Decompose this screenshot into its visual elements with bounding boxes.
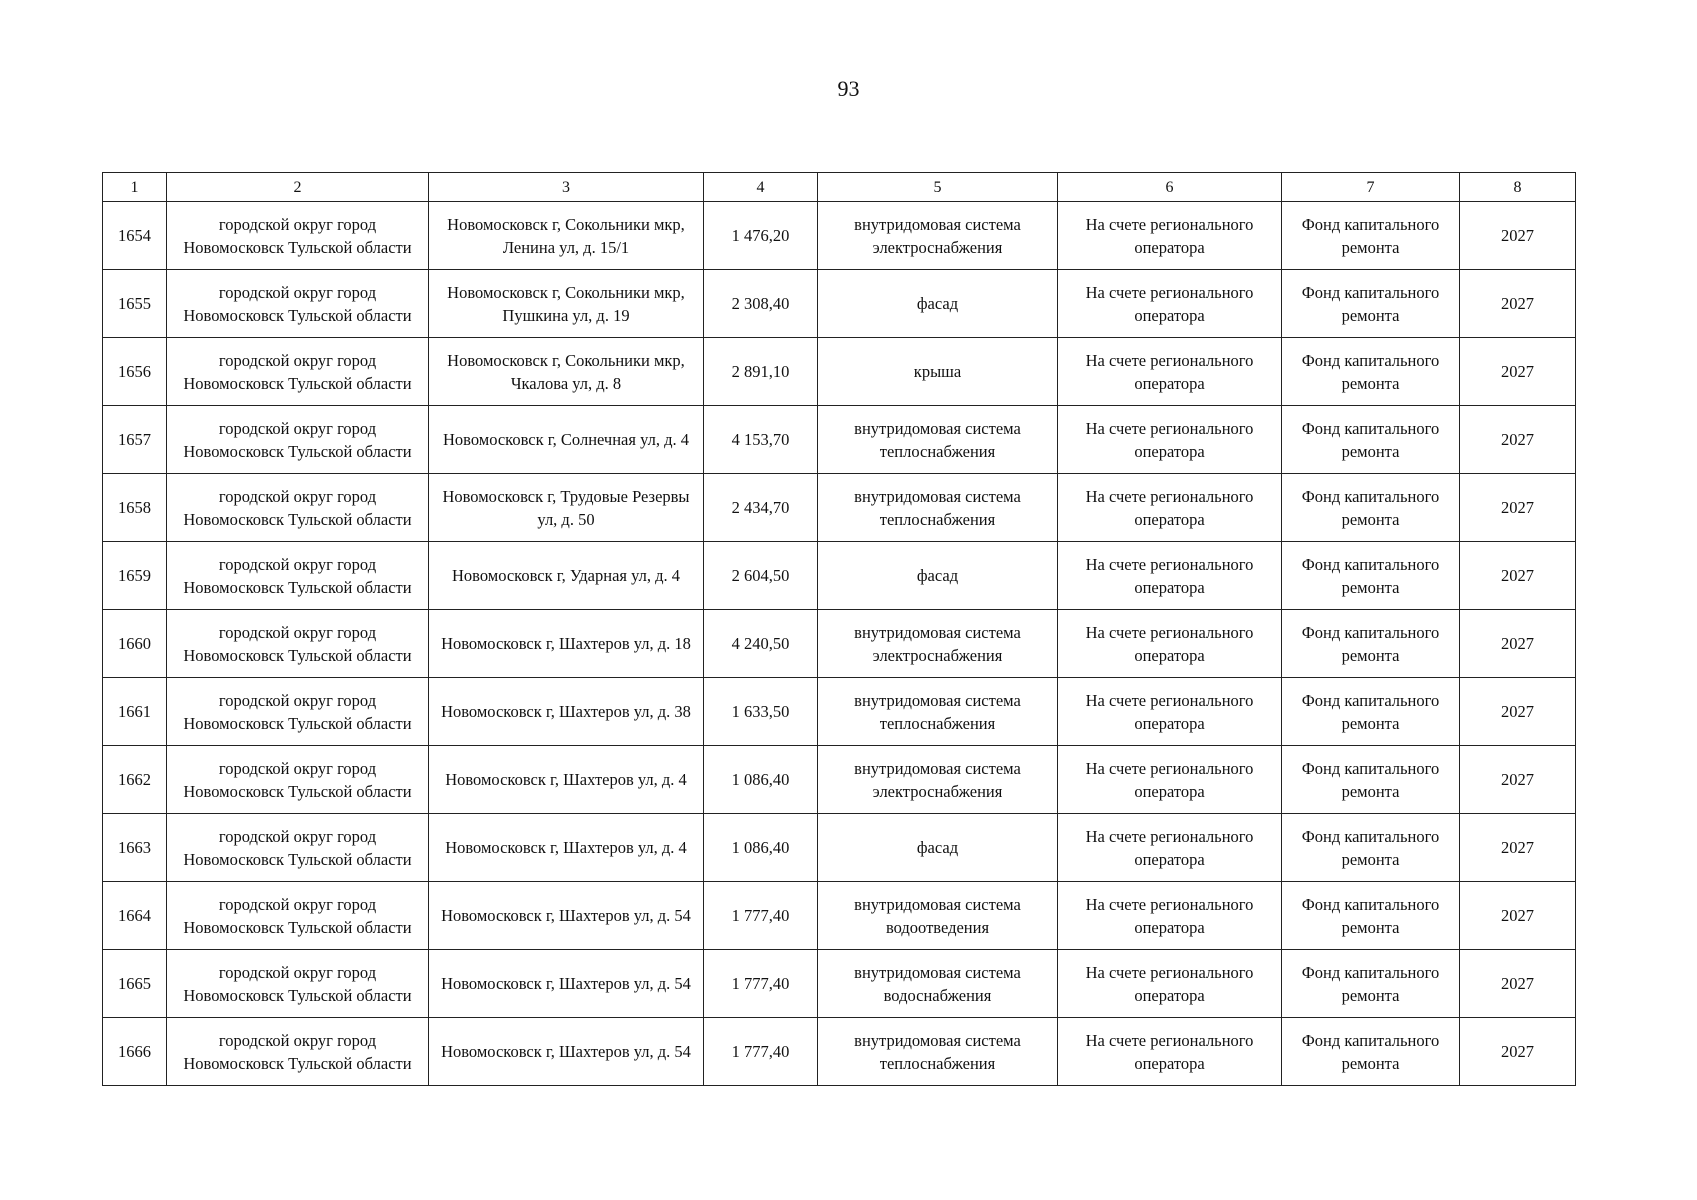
address-cell: Новомосковск г, Сокольники мкр, Чкалова ул, д. 8 [429,338,704,406]
fund-method-cell: На счете регионального оператора [1058,406,1282,474]
year-cell: 2027 [1460,270,1576,338]
payer-cell: Фонд капитального ремонта [1282,746,1460,814]
header-cell: 6 [1058,173,1282,202]
row-number-cell: 1666 [103,1018,167,1086]
area-cell: 2 434,70 [704,474,818,542]
page-number: 93 [837,76,860,101]
address-cell: Новомосковск г, Шахтеров ул, д. 54 [429,882,704,950]
header-cell: 8 [1460,173,1576,202]
table-row [103,882,1576,950]
year-cell: 2027 [1460,474,1576,542]
work-type-cell: фасад [818,814,1058,882]
year-cell: 2027 [1460,814,1576,882]
fund-method-cell: На счете регионального оператора [1058,202,1282,270]
year-cell: 2027 [1460,1018,1576,1086]
payer-cell: Фонд капитального ремонта [1282,202,1460,270]
area-cell: 1 777,40 [704,882,818,950]
row-number-cell: 1655 [103,270,167,338]
payer-cell: Фонд капитального ремонта [1282,882,1460,950]
municipality-cell: городской округ город Новомосковск Тульской области [167,202,429,270]
address-cell: Новомосковск г, Солнечная ул, д. 4 [429,406,704,474]
year-cell: 2027 [1460,746,1576,814]
work-type-cell: внутридомовая система водоотведения [818,882,1058,950]
row-number-cell: 1654 [103,202,167,270]
work-type-cell: внутридомовая система теплоснабжения [818,406,1058,474]
row-number-cell: 1665 [103,950,167,1018]
municipality-cell: городской округ город Новомосковск Тульской области [167,746,429,814]
area-cell: 2 308,40 [704,270,818,338]
row-number-cell: 1661 [103,678,167,746]
payer-cell: Фонд капитального ремонта [1282,338,1460,406]
municipality-cell: городской округ город Новомосковск Тульской области [167,542,429,610]
year-cell: 2027 [1460,882,1576,950]
work-type-cell: внутридомовая система теплоснабжения [818,678,1058,746]
payer-cell: Фонд капитального ремонта [1282,1018,1460,1086]
fund-method-cell: На счете регионального оператора [1058,270,1282,338]
header-cell: 5 [818,173,1058,202]
payer-cell: Фонд капитального ремонта [1282,406,1460,474]
capital-repair-table [102,172,1576,1086]
municipality-cell: городской округ город Новомосковск Тульской области [167,678,429,746]
year-cell: 2027 [1460,338,1576,406]
area-cell: 1 633,50 [704,678,818,746]
work-type-cell: внутридомовая система электроснабжения [818,746,1058,814]
payer-cell: Фонд капитального ремонта [1282,950,1460,1018]
municipality-cell: городской округ город Новомосковск Тульской области [167,814,429,882]
municipality-cell: городской округ город Новомосковск Тульской области [167,474,429,542]
address-cell: Новомосковск г, Трудовые Резервы ул, д. 50 [429,474,704,542]
work-type-cell: фасад [818,270,1058,338]
payer-cell: Фонд капитального ремонта [1282,678,1460,746]
address-cell: Новомосковск г, Сокольники мкр, Пушкина ул, д. 19 [429,270,704,338]
fund-method-cell: На счете регионального оператора [1058,610,1282,678]
area-cell: 4 153,70 [704,406,818,474]
area-cell: 1 086,40 [704,746,818,814]
work-type-cell: внутридомовая система водоснабжения [818,950,1058,1018]
table-row [103,202,1576,270]
header-cell: 7 [1282,173,1460,202]
fund-method-cell: На счете регионального оператора [1058,746,1282,814]
work-type-cell: внутридомовая система теплоснабжения [818,1018,1058,1086]
municipality-cell: городской округ город Новомосковск Тульской области [167,338,429,406]
table-row [103,1018,1576,1086]
address-cell: Новомосковск г, Шахтеров ул, д. 4 [429,746,704,814]
area-cell: 2 604,50 [704,542,818,610]
payer-cell: Фонд капитального ремонта [1282,610,1460,678]
header-cell: 3 [429,173,704,202]
row-number-cell: 1660 [103,610,167,678]
area-cell: 1 777,40 [704,950,818,1018]
table-row [103,406,1576,474]
work-type-cell: внутридомовая система теплоснабжения [818,474,1058,542]
table-row [103,814,1576,882]
area-cell: 1 476,20 [704,202,818,270]
work-type-cell: внутридомовая система электроснабжения [818,610,1058,678]
row-number-cell: 1658 [103,474,167,542]
year-cell: 2027 [1460,542,1576,610]
table-row [103,474,1576,542]
area-cell: 1 086,40 [704,814,818,882]
municipality-cell: городской округ город Новомосковск Тульской области [167,882,429,950]
payer-cell: Фонд капитального ремонта [1282,270,1460,338]
header-cell: 4 [704,173,818,202]
fund-method-cell: На счете регионального оператора [1058,474,1282,542]
work-type-cell: внутридомовая система электроснабжения [818,202,1058,270]
address-cell: Новомосковск г, Шахтеров ул, д. 4 [429,814,704,882]
address-cell: Новомосковск г, Ударная ул, д. 4 [429,542,704,610]
municipality-cell: городской округ город Новомосковск Тульской области [167,270,429,338]
address-cell: Новомосковск г, Шахтеров ул, д. 18 [429,610,704,678]
row-number-cell: 1657 [103,406,167,474]
fund-method-cell: На счете регионального оператора [1058,882,1282,950]
fund-method-cell: На счете регионального оператора [1058,950,1282,1018]
municipality-cell: городской округ город Новомосковск Тульской области [167,406,429,474]
table-row [103,542,1576,610]
area-cell: 2 891,10 [704,338,818,406]
municipality-cell: городской округ город Новомосковск Тульской области [167,950,429,1018]
address-cell: Новомосковск г, Шахтеров ул, д. 54 [429,1018,704,1086]
row-number-cell: 1656 [103,338,167,406]
table-row [103,338,1576,406]
fund-method-cell: На счете регионального оператора [1058,338,1282,406]
table-body [103,173,1576,1086]
year-cell: 2027 [1460,950,1576,1018]
payer-cell: Фонд капитального ремонта [1282,474,1460,542]
table-row [103,746,1576,814]
table-row [103,270,1576,338]
fund-method-cell: На счете регионального оператора [1058,814,1282,882]
row-number-cell: 1662 [103,746,167,814]
area-cell: 1 777,40 [704,1018,818,1086]
fund-method-cell: На счете регионального оператора [1058,678,1282,746]
work-type-cell: крыша [818,338,1058,406]
fund-method-cell: На счете регионального оператора [1058,1018,1282,1086]
address-cell: Новомосковск г, Шахтеров ул, д. 54 [429,950,704,1018]
year-cell: 2027 [1460,678,1576,746]
payer-cell: Фонд капитального ремонта [1282,542,1460,610]
payer-cell: Фонд капитального ремонта [1282,814,1460,882]
municipality-cell: городской округ город Новомосковск Тульской области [167,610,429,678]
year-cell: 2027 [1460,202,1576,270]
row-number-cell: 1663 [103,814,167,882]
year-cell: 2027 [1460,406,1576,474]
year-cell: 2027 [1460,610,1576,678]
work-type-cell: фасад [818,542,1058,610]
row-number-cell: 1664 [103,882,167,950]
table-header-row [103,173,1576,202]
address-cell: Новомосковск г, Шахтеров ул, д. 38 [429,678,704,746]
area-cell: 4 240,50 [704,610,818,678]
header-cell: 1 [103,173,167,202]
table-row [103,610,1576,678]
address-cell: Новомосковск г, Сокольники мкр, Ленина ул, д. 15/1 [429,202,704,270]
row-number-cell: 1659 [103,542,167,610]
table-row [103,678,1576,746]
header-cell: 2 [167,173,429,202]
municipality-cell: городской округ город Новомосковск Тульской области [167,1018,429,1086]
fund-method-cell: На счете регионального оператора [1058,542,1282,610]
table-row [103,950,1576,1018]
